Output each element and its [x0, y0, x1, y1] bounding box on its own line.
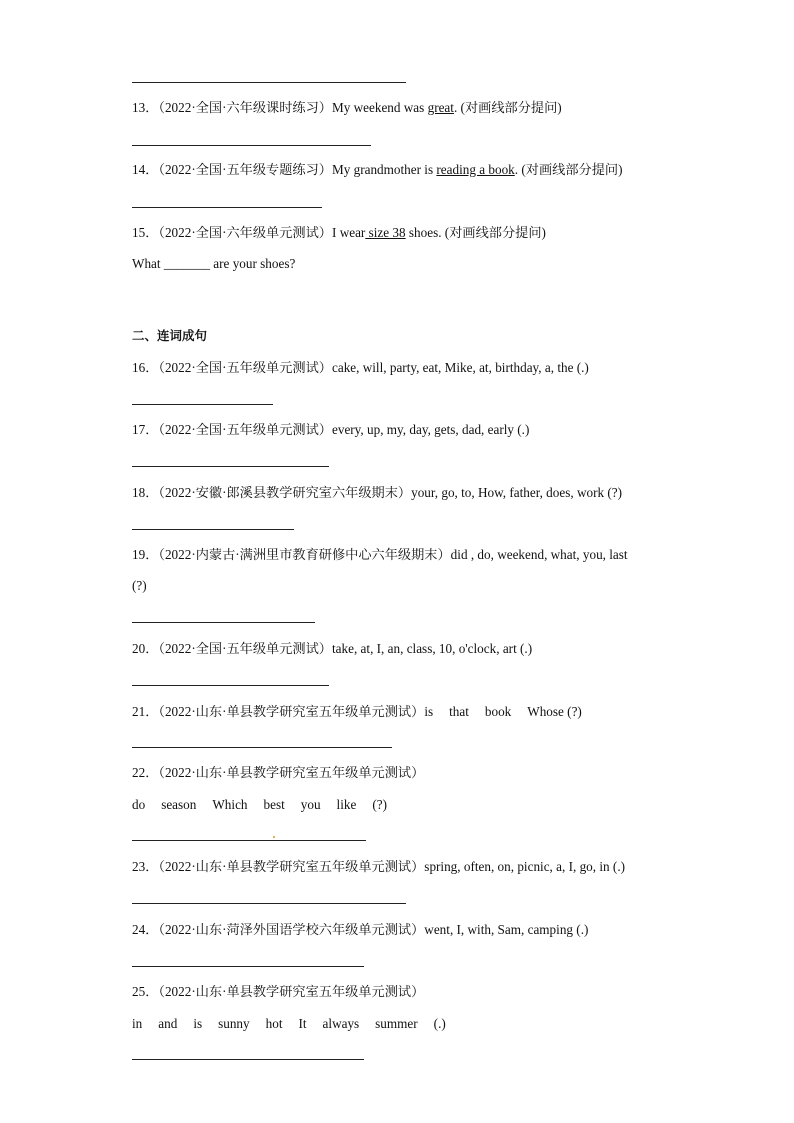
question-25: 25．（2022·山东·单县教学研究室五年级单元测试） [132, 984, 425, 999]
question-17: 17．（2022·全国·五年级单元测试）every, up, my, day, gets, dad, early (.) [132, 422, 530, 437]
question-22-words: do season Which best you like (?) [132, 797, 387, 812]
question-24: 24．（2022·山东·菏泽外国语学校六年级单元测试）went, I, with, Sam, camping (.) [132, 922, 589, 937]
answer-line[interactable] [132, 529, 294, 530]
underlined-part: reading a book [436, 162, 515, 177]
answer-line[interactable] [132, 466, 329, 467]
section-title: 二、连词成句 [132, 328, 208, 343]
question-16: 16．（2022·全国·五年级单元测试）cake, will, party, eat, Mike, at, birthday, a, the (.) [132, 360, 589, 375]
question-23: 23．（2022·山东·单县教学研究室五年级单元测试）spring, often, on, picnic, a, I, go, in (.) [132, 859, 626, 874]
question-19: 19．（2022·内蒙古·满洲里市教育研修中心六年级期末）did , do, weekend, what, you, last [132, 547, 628, 562]
stray-mark [273, 836, 275, 838]
answer-line[interactable] [132, 82, 406, 83]
answer-line[interactable] [132, 966, 364, 967]
question-20: 20．（2022·全国·五年级单元测试）take, at, I, an, class, 10, o'clock, art (.) [132, 641, 533, 656]
question-21: 21．（2022·山东·单县教学研究室五年级单元测试）is that book Whose (?) [132, 704, 582, 719]
question-15: 15．（2022·全国·六年级单元测试）I wear size 38 shoes. (对画线部分提问) [132, 225, 546, 240]
answer-line[interactable] [132, 747, 392, 748]
question-13: 13．（2022·全国·六年级课时练习）My weekend was great. (对画线部分提问) [132, 100, 562, 115]
question-22: 22．（2022·山东·单县教学研究室五年级单元测试） [132, 765, 425, 780]
question-source: 21．（2022·山东·单县教学研究室五年级单元测试） [132, 704, 425, 719]
answer-line[interactable] [132, 840, 366, 841]
answer-line[interactable] [132, 685, 329, 686]
question-14: 14．（2022·全国·五年级专题练习）My grandmother is reading a book. (对画线部分提问) [132, 162, 623, 177]
question-25-words: in and is sunny hot It always summer (.) [132, 1016, 446, 1031]
question-source: 15．（2022·全国·六年级单元测试） [132, 225, 332, 240]
underlined-part: great [427, 100, 454, 115]
question-18: 18．（2022·安徽·郎溪县教学研究室六年级期末）your, go, to, How, father, does, work (?) [132, 485, 622, 500]
answer-line[interactable] [132, 145, 371, 146]
question-19-line2: (?) [132, 578, 147, 593]
underlined-part: size 38 [365, 225, 406, 240]
answer-line[interactable] [132, 404, 273, 405]
answer-line[interactable] [132, 1059, 364, 1060]
answer-line[interactable] [132, 207, 322, 208]
question-15-line2: What _______ are your shoes? [132, 256, 296, 271]
question-source: 14．（2022·全国·五年级专题练习） [132, 162, 332, 177]
answer-line[interactable] [132, 622, 315, 623]
answer-line[interactable] [132, 903, 406, 904]
question-source: 13．（2022·全国·六年级课时练习） [132, 100, 332, 115]
